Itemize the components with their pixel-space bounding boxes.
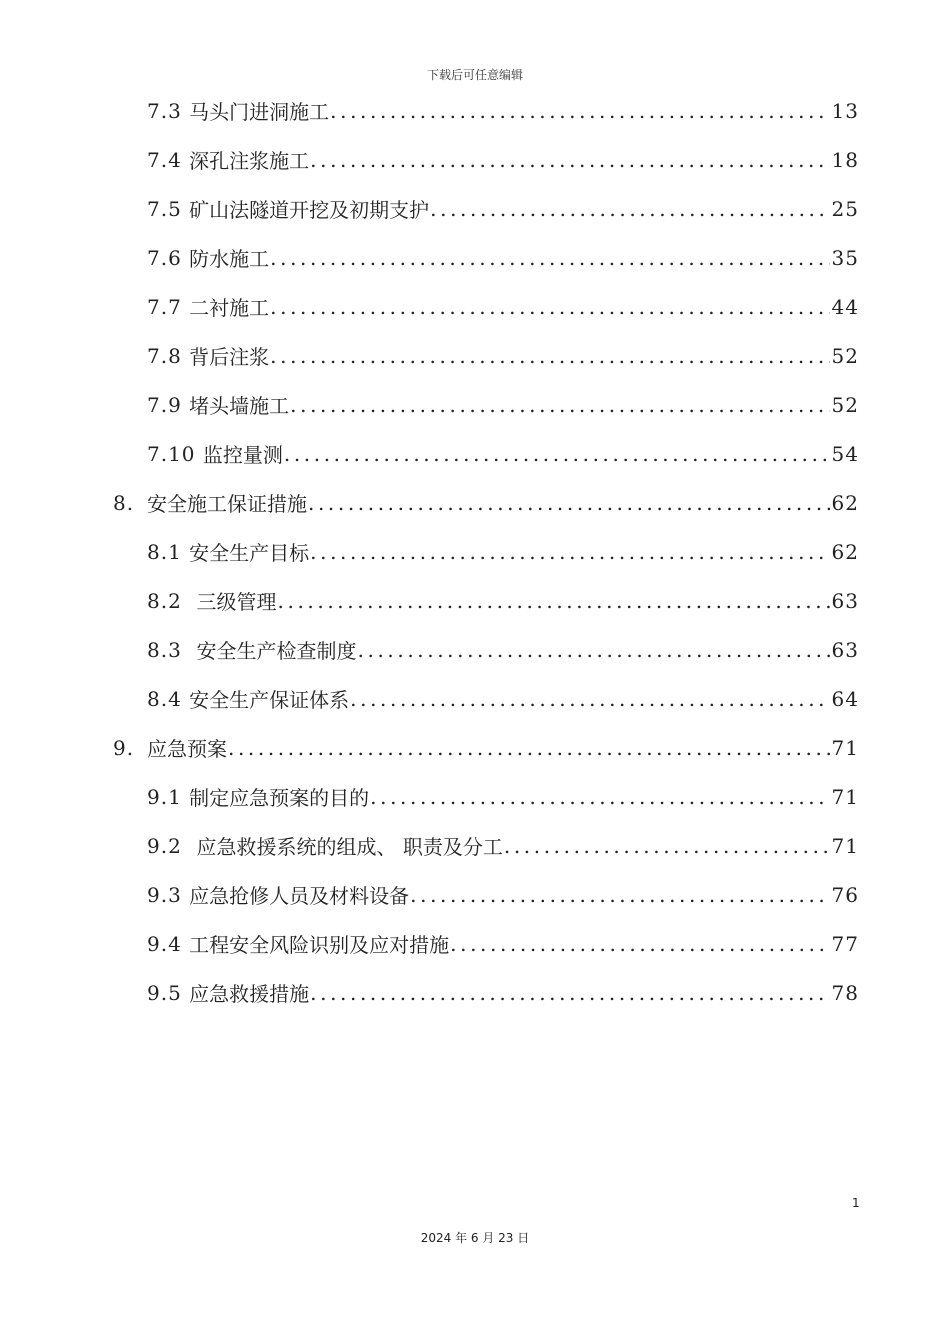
toc-entry-number: 9.4 <box>147 931 190 956</box>
toc-entry-title: 应急救援系统的组成、 职责及分工 <box>196 835 503 859</box>
toc-entry[interactable] <box>0 429 950 478</box>
toc-dot-leader <box>370 785 829 809</box>
toc-dot-leader <box>270 344 829 368</box>
toc-entry[interactable] <box>0 184 950 233</box>
toc-entry[interactable] <box>0 86 950 135</box>
toc-entry[interactable] <box>0 478 950 527</box>
toc-entry[interactable] <box>0 331 950 380</box>
toc-entry-title: 安全生产保证体系 <box>189 688 350 712</box>
toc-dot-leader <box>450 932 829 956</box>
toc-entry[interactable] <box>0 968 950 1017</box>
toc-entry-number: 7.6 <box>147 245 190 270</box>
page-number: 1 <box>852 1196 860 1210</box>
toc-entry[interactable] <box>0 282 950 331</box>
toc-entry[interactable] <box>0 919 950 968</box>
toc-dot-leader <box>228 736 830 760</box>
toc-entry[interactable] <box>0 135 950 184</box>
toc-entry-title: 应急救援措施 <box>189 982 310 1006</box>
toc-dot-leader <box>290 393 829 417</box>
toc-entry-title: 工程安全风险识别及应对措施 <box>189 933 450 957</box>
toc-entry-page: 25 <box>831 196 859 221</box>
toc-entry[interactable] <box>0 821 950 870</box>
header-note: 下载后可任意编辑 <box>426 68 523 82</box>
toc-entry-page: 18 <box>831 147 859 172</box>
toc-entry-page: 71 <box>831 735 859 760</box>
toc-entry-number: 7.3 <box>147 98 190 123</box>
toc-entry-page: 71 <box>831 784 859 809</box>
toc-entry[interactable] <box>0 576 950 625</box>
toc-entry-title: 堵头墙施工 <box>189 394 290 418</box>
toc-entry-number: 8.2 <box>147 588 197 613</box>
toc-entry-number: 7.9 <box>147 392 190 417</box>
toc-entry-number: 9.2 <box>147 833 197 858</box>
toc-dot-leader <box>310 540 829 564</box>
toc-entry-title: 制定应急预案的目的 <box>189 786 370 810</box>
toc-entry-number: 8.4 <box>147 686 190 711</box>
toc-entry-page: 13 <box>831 98 859 123</box>
toc-entry-number: 7.5 <box>147 196 190 221</box>
toc-entry-page: 63 <box>831 637 859 662</box>
toc-entry-title: 应急抢修人员及材料设备 <box>189 884 410 908</box>
toc-dot-leader <box>504 834 830 858</box>
toc-entry-number: 9.5 <box>147 980 190 1005</box>
toc-dot-leader <box>310 981 829 1005</box>
toc-dot-leader <box>270 295 829 319</box>
toc-dot-leader <box>308 491 830 515</box>
toc-entry-title: 防水施工 <box>189 247 270 271</box>
toc-entry[interactable] <box>0 380 950 429</box>
toc-entry-title: 背后注浆 <box>189 345 270 369</box>
toc-entry[interactable] <box>0 527 950 576</box>
toc-entry-page: 63 <box>831 588 859 613</box>
toc-entry-number: 9.1 <box>147 784 190 809</box>
toc-dot-leader <box>350 687 829 711</box>
toc-entry-page: 62 <box>831 539 859 564</box>
toc-entry-title: 安全生产目标 <box>189 541 310 565</box>
toc-entry-page: 77 <box>831 931 859 956</box>
toc-entry-title: 安全生产检查制度 <box>196 639 357 663</box>
toc-entry-page: 52 <box>831 392 859 417</box>
toc-dot-leader <box>284 442 830 466</box>
toc-entry[interactable] <box>0 870 950 919</box>
toc-dot-leader <box>430 197 829 221</box>
toc-dot-leader <box>270 246 829 270</box>
toc-entry-title: 矿山法隧道开挖及初期支护 <box>189 198 430 222</box>
toc-dot-leader <box>330 99 829 123</box>
toc-entry-number: 7.7 <box>147 294 190 319</box>
toc-entry-number: 9. <box>113 735 135 760</box>
toc-entry[interactable] <box>0 772 950 821</box>
toc-entry-title: 应急预案 <box>147 737 227 761</box>
toc-entry-title: 二衬施工 <box>189 296 270 320</box>
toc-entry-page: 54 <box>831 441 859 466</box>
toc-dot-leader <box>278 589 830 613</box>
toc-entry-number: 7.10 <box>147 441 203 466</box>
toc-dot-leader <box>310 148 829 172</box>
toc-entry-number: 8.1 <box>147 539 190 564</box>
toc-entry-number: 7.4 <box>147 147 190 172</box>
toc-dot-leader <box>410 883 829 907</box>
toc-entry[interactable] <box>0 723 950 772</box>
toc-entry[interactable] <box>0 674 950 723</box>
toc-entry-page: 44 <box>831 294 859 319</box>
toc-entry-title: 安全施工保证措施 <box>147 492 307 516</box>
table-of-contents <box>0 86 950 1017</box>
toc-entry-number: 8. <box>113 490 135 515</box>
toc-entry-title: 深孔注浆施工 <box>189 149 310 173</box>
toc-entry-page: 64 <box>831 686 859 711</box>
footer-date: 2024 年 6 月 23 日 <box>420 1231 530 1245</box>
toc-entry-number: 8.3 <box>147 637 197 662</box>
toc-entry[interactable] <box>0 233 950 282</box>
toc-entry-page: 76 <box>831 882 859 907</box>
toc-entry-page: 62 <box>831 490 859 515</box>
toc-entry-number: 9.3 <box>147 882 190 907</box>
toc-entry-title: 三级管理 <box>196 590 277 614</box>
toc-entry-title: 监控量测 <box>202 443 283 467</box>
toc-entry[interactable] <box>0 625 950 674</box>
toc-entry-page: 52 <box>831 343 859 368</box>
toc-dot-leader <box>358 638 830 662</box>
toc-entry-page: 35 <box>831 245 859 270</box>
toc-entry-number: 7.8 <box>147 343 190 368</box>
toc-entry-page: 78 <box>831 980 859 1005</box>
toc-entry-page: 71 <box>831 833 859 858</box>
toc-entry-title: 马头门进洞施工 <box>189 100 330 124</box>
